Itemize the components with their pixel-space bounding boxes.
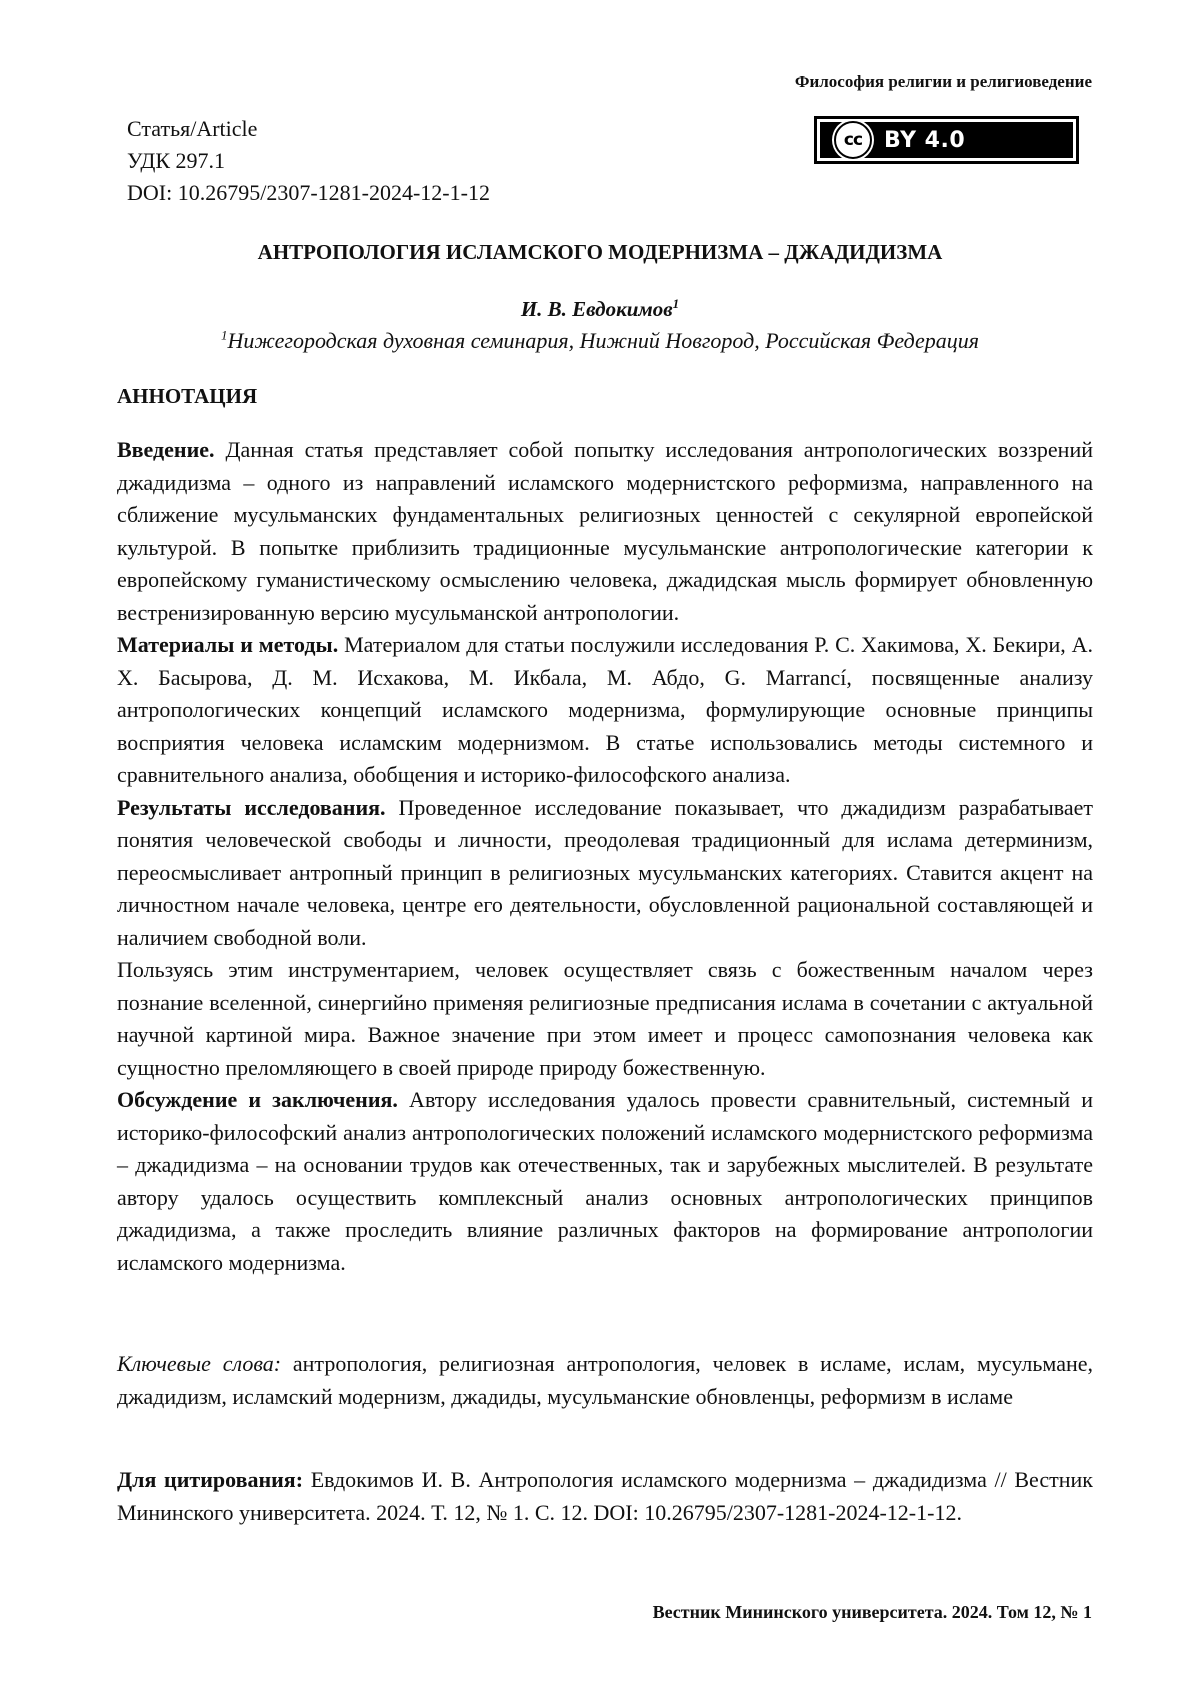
cc-license-badge[interactable] xyxy=(814,116,1079,164)
results-label: Результаты исследования. xyxy=(117,795,386,820)
abstract-results xyxy=(117,792,1093,955)
abstract-body xyxy=(117,434,1093,1279)
journal-footer: Вестник Мининского университета. 2024. Том 12, № 1 xyxy=(653,1602,1092,1623)
abstract-methods xyxy=(117,629,1093,792)
citation-text: Евдокимов И. В. Антропология исламского модернизма – джадидизма // Вестник Мининского университета. 2024. Т. 12, № 1. С. 12. DOI: 10.26795/2307-1281-2024-12-1-12. xyxy=(117,1467,1093,1525)
doi: DOI: 10.26795/2307-1281-2024-12-1-12 xyxy=(127,177,490,209)
author-affiliation-marker: 1 xyxy=(673,296,680,311)
creative-commons-icon: cc xyxy=(834,121,872,159)
discussion-label: Обсуждение и заключения. xyxy=(117,1087,398,1112)
abstract-results-continued: Пользуясь этим инструментарием, человек осуществляет связь с божественным началом через познание вселенной, синергийно применяя религиозные предписания ислама в сочетании с актуальной научной картиной мира. Важное значение при этом имеет и процесс самопознания человека как сущностно преломляющего в своей природе природу божественную. xyxy=(117,954,1093,1084)
article-meta xyxy=(127,113,490,209)
author-line xyxy=(0,297,1200,322)
discussion-text: Автору исследования удалось провести сравнительный, системный и историко-философский анализ антропологических положений исламского модернистского реформизма – джадидизма – на основании трудов как отечественных, так и зарубежных мыслителей. В результате автору удалось осуществить комплексный анализ основных антропологических принципов джадидизма, а также проследить влияние различных факторов на формирование антропологии исламского модернизма. xyxy=(117,1087,1093,1275)
keywords-block xyxy=(117,1348,1093,1413)
citation-label: Для цитирования: xyxy=(117,1467,303,1492)
intro-label: Введение. xyxy=(117,437,215,462)
methods-label: Материалы и методы. xyxy=(117,632,338,657)
affiliation-line xyxy=(0,328,1200,354)
intro-text: Данная статья представляет собой попытку исследования антропологических воззрений джадидизма – одного из направлений исламского модернистского реформизма, направленного на сближение мусульманских фундаментальных религиозных ценностей с секулярной европейской культурой. В попытке приблизить традиционные мусульманские антропологические категории к европейскому гуманистическому осмыслению человека, джадидская мысль формирует обновленную вестренизированную версию мусульманской антропологии. xyxy=(117,437,1093,625)
keywords-label: Ключевые слова: xyxy=(117,1351,281,1376)
abstract-heading: АННОТАЦИЯ xyxy=(117,384,257,409)
article-page xyxy=(0,0,1200,1697)
keywords-text: антропология, религиозная антропология, человек в исламе, ислам, мусульмане, джадидизм, исламский модернизм, джадиды, мусульманские обновленцы, реформизм в исламе xyxy=(117,1351,1093,1409)
article-title: АНТРОПОЛОГИЯ ИСЛАМСКОГО МОДЕРНИЗМА – ДЖАДИДИЗМА xyxy=(0,240,1200,265)
abstract-discussion xyxy=(117,1084,1093,1279)
license-label: BY 4.0 xyxy=(884,128,965,153)
citation-block xyxy=(117,1464,1093,1529)
results-text: Проведенное исследование показывает, что джадидизм разрабатывает понятия человеческой свободы и личности, преодолевая традиционный для ислама детерминизм, переосмысливает антропный принцип в религиозных мусульманских категориях. Ставится акцент на личностном начале человека, центре его деятельности, обусловленной рациональной составляющей и наличием свободной воли. xyxy=(117,795,1093,950)
author-name: И. В. Евдокимов xyxy=(521,297,673,321)
running-head: Философия религии и религиоведение xyxy=(795,72,1092,92)
abstract-introduction xyxy=(117,434,1093,629)
affiliation-marker: 1 xyxy=(221,328,228,343)
affiliation-text: Нижегородская духовная семинария, Нижний Новгород, Российская Федерация xyxy=(228,328,979,353)
methods-text: Материалом для статьи послужили исследования Р. С. Хакимова, Х. Бекири, А. Х. Басырова, Д. М. Исхакова, М. Икбала, М. Абдо, G. Marrancí, посвященные анализу антропологических концепций исламского модернизма, формулирующие основные принципы восприятия человека исламским модернизмом. В статье использовались методы системного и сравнительного анализа, обобщения и историко-философского анализа. xyxy=(117,632,1093,787)
udk-code: УДК 297.1 xyxy=(127,145,490,177)
article-type: Статья/Article xyxy=(127,113,490,145)
